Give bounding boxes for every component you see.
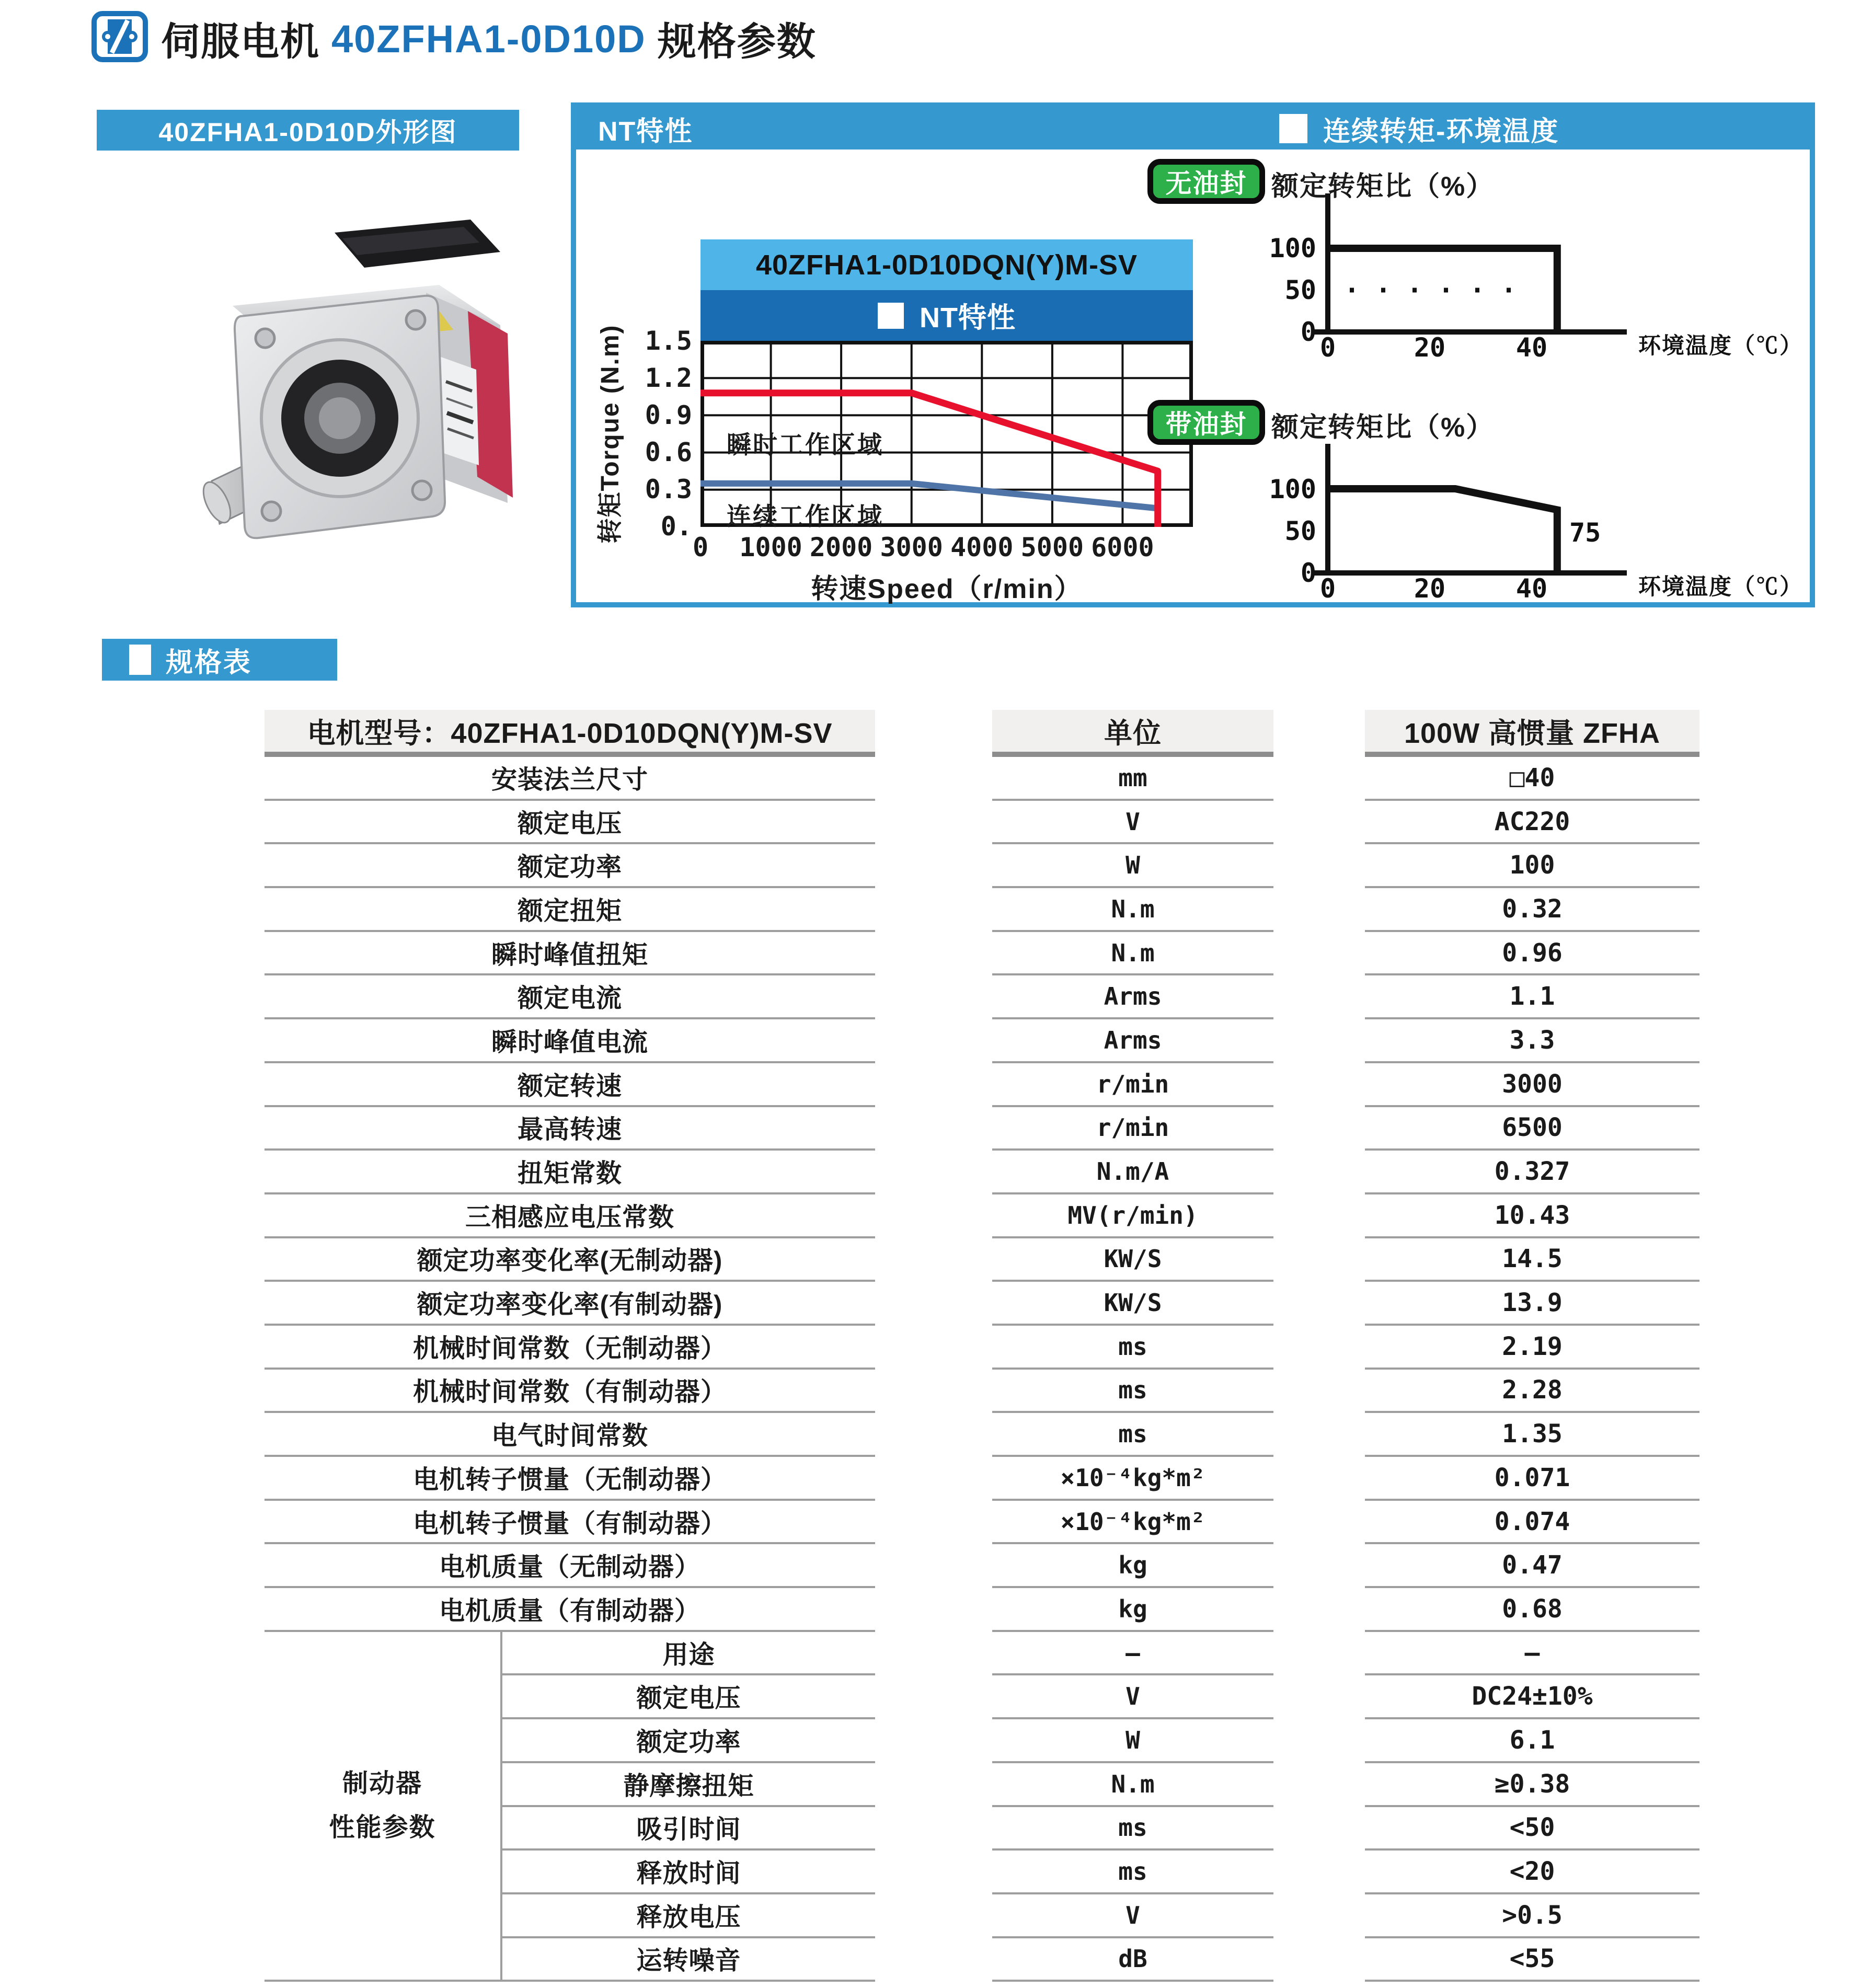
value-cell: 10.43 [1365,1194,1699,1238]
unit-cell: N.m [992,1763,1273,1807]
nt-x-tick: 4000 [950,532,1014,562]
instant-region-label: 瞬时工作区域 [727,431,883,458]
table-row: 释放时间 [502,1851,875,1894]
d1-y-tick: 100 [1269,233,1316,263]
page-title-model: 40ZFHA1-0D10D [331,17,646,61]
unit-cell: MV(r/min) [992,1194,1273,1238]
value-cell: 6500 [1365,1107,1699,1151]
value-cell: 1.35 [1365,1413,1699,1457]
table-row: 电机转子惯量（有制动器） [265,1501,875,1545]
d2-y-tick: 100 [1269,474,1316,504]
unit-cell: W [992,844,1273,888]
brake-group-label: 制动器 性能参数 [265,1632,502,1982]
unit-cell: V [992,1894,1273,1938]
unit-cell: N.m [992,932,1273,976]
motor-photo [131,183,538,570]
value-cell: 3.3 [1365,1019,1699,1063]
unit-cell: r/min [992,1063,1273,1107]
continuous-region-label: 连续工作区域 [727,502,883,530]
unit-cell: ×10⁻⁴kg*m² [992,1457,1273,1501]
nt-y-tick: 0. [660,511,692,542]
nt-y-axis-label: 转矩Torque (N.m) [596,324,624,544]
table-row: 额定电压 [265,801,875,845]
d1-x-tick: 40 [1515,332,1548,359]
value-cell: 0.47 [1365,1544,1699,1588]
derating-chart-with-seal [1230,440,1810,599]
value-cell: □40 [1365,757,1699,801]
nt-x-tick: 6000 [1091,532,1154,562]
unit-cell: Arms [992,975,1273,1019]
spec-banner: 规格表 [102,639,337,681]
value-cell: <20 [1365,1851,1699,1894]
outline-banner: 40ZFHA1-0D10D外形图 [97,110,519,151]
value-cell: >0.5 [1365,1894,1699,1938]
unit-cell: N.m [992,888,1273,932]
page-title [161,14,817,64]
value-cell: 13.9 [1365,1282,1699,1326]
table-row: 电机质量（无制动器） [265,1544,875,1588]
value-cell: 2.28 [1365,1370,1699,1414]
table-row: 额定功率 [502,1719,875,1763]
unit-cell: ms [992,1370,1273,1414]
table-row: 瞬时峰值扭矩 [265,932,875,976]
d2-y-tick: 0 [1300,558,1316,588]
value-cell: DC24±10% [1365,1675,1699,1719]
value-cell: 0.071 [1365,1457,1699,1501]
d2-x-tick: 20 [1414,573,1446,599]
spec-col1-header: 电机型号：40ZFHA1-0D10DQN(Y)M-SV [265,710,875,757]
white-square-icon [878,303,904,329]
nt-x-tick: 2000 [809,532,873,562]
unit-cell: mm [992,757,1273,801]
d2-x-tick: 0 [1319,573,1336,599]
value-cell: <55 [1365,1938,1699,1982]
spec-col3-header: 100W 高惯量 ZFHA [1365,710,1699,757]
ratio-label: 额定转矩比（%） [1271,171,1495,202]
unit-cell: N.m/A [992,1151,1273,1194]
table-row: 额定功率变化率(无制动器) [265,1238,875,1282]
seal-with-badge: 带油封 [1147,400,1265,445]
nt-x-tick: 0 [692,532,709,562]
spec-table-label-column [265,710,875,1982]
nt-y-tick: 0.9 [645,400,692,430]
table-row: 运转噪音 [502,1938,875,1982]
d2-y-tick: 50 [1284,516,1316,546]
brand-icon [89,10,151,64]
unit-cell: ×10⁻⁴kg*m² [992,1501,1273,1545]
unit-cell: ms [992,1413,1273,1457]
unit-cell: r/min [992,1107,1273,1151]
value-cell: 3000 [1365,1063,1699,1107]
nt-x-tick: 5000 [1020,532,1084,562]
table-row: 吸引时间 [502,1807,875,1851]
value-cell: 0.327 [1365,1151,1699,1194]
derating-curve [1328,489,1557,573]
unit-cell: — [992,1632,1273,1676]
d2-x-axis-label: 环境温度（℃） [1638,574,1803,599]
unit-cell: ms [992,1807,1273,1851]
unit-cell: dB [992,1938,1273,1982]
unit-cell: kg [992,1544,1273,1588]
nt-y-tick: 1.2 [645,363,692,393]
unit-cell: ms [992,1851,1273,1894]
page-title-suffix: 规格参数 [657,20,817,63]
value-cell: 14.5 [1365,1238,1699,1282]
unit-cell: KW/S [992,1282,1273,1326]
d1-y-tick: 0 [1300,317,1316,347]
nt-y-tick: 0.3 [645,474,692,504]
table-row: 机械时间常数（有制动器） [265,1370,875,1414]
derating-chart-no-seal [1230,186,1810,359]
d1-x-tick: 0 [1319,332,1336,359]
table-row: 安装法兰尺寸 [265,757,875,801]
brake-sublabels [502,1632,875,1982]
brake-parameters-group [265,1632,875,1982]
table-row: 额定功率变化率(有制动器) [265,1282,875,1326]
nt-x-tick: 3000 [880,532,943,562]
unit-cell: kg [992,1588,1273,1632]
d1-y-tick: 50 [1284,275,1316,305]
table-row: 额定电压 [502,1675,875,1719]
derating-curve [1328,248,1557,332]
table-row: 电机质量（有制动器） [265,1588,875,1632]
table-row: 额定电流 [265,975,875,1019]
unit-cell: W [992,1719,1273,1763]
spec-table-value-column [1365,710,1699,1982]
continuous-torque-temp-heading: 连续转矩-环境温度 [1279,108,1559,150]
nt-chart-subtitle-bar: NT特性 [700,290,1193,341]
table-row: 释放电压 [502,1894,875,1938]
value-cell: AC220 [1365,801,1699,845]
seal-none-badge: 无油封 [1147,159,1265,204]
value-cell: <50 [1365,1807,1699,1851]
white-square-icon [129,645,151,675]
value-cell: — [1365,1632,1699,1676]
table-row: 额定转速 [265,1063,875,1107]
table-row: 机械时间常数（无制动器） [265,1326,875,1370]
nt-x-axis-label: 转速Speed（r/min） [811,574,1083,604]
value-cell: 100 [1365,844,1699,888]
page-title-prefix: 伺服电机 [161,20,320,63]
table-row: 电机转子惯量（无制动器） [265,1457,875,1501]
unit-cell: Arms [992,1019,1273,1063]
nt-x-tick: 1000 [739,532,802,562]
d2-annotation-75: 75 [1569,518,1601,548]
unit-cell: KW/S [992,1238,1273,1282]
value-cell: 2.19 [1365,1326,1699,1370]
nt-panel-header [576,108,1810,150]
table-row: 额定功率 [265,844,875,888]
value-cell: 0.32 [1365,888,1699,932]
spec-col2-header: 单位 [992,710,1273,757]
d1-x-axis-label: 环境温度（℃） [1638,334,1803,359]
value-cell: 1.1 [1365,975,1699,1019]
table-row: 静摩擦扭矩 [502,1763,875,1807]
spec-table-unit-column [992,710,1273,1982]
table-row: 扭矩常数 [265,1151,875,1194]
unit-cell: ms [992,1326,1273,1370]
ratio-label: 额定转矩比（%） [1271,412,1495,443]
table-row: 电气时间常数 [265,1413,875,1457]
nt-chart-model-bar: 40ZFHA1-0D10DQN(Y)M-SV [700,239,1193,290]
nt-panel-title: NT特性 [598,116,693,147]
value-cell: 0.68 [1365,1588,1699,1632]
d2-x-tick: 40 [1515,573,1548,599]
table-row: 三相感应电压常数 [265,1194,875,1238]
table-row: 瞬时峰值电流 [265,1019,875,1063]
table-row: 最高转速 [265,1107,875,1151]
nt-y-tick: 1.5 [645,326,692,356]
unit-cell: V [992,801,1273,845]
value-cell: 0.074 [1365,1501,1699,1545]
nt-y-tick: 0.6 [645,437,692,467]
white-square-icon [1279,114,1307,143]
value-cell: 6.1 [1365,1719,1699,1763]
d1-x-tick: 20 [1414,332,1446,359]
unit-cell: V [992,1675,1273,1719]
table-row: 额定扭矩 [265,888,875,932]
value-cell: 0.96 [1365,932,1699,976]
nt-panel [571,102,1815,607]
value-cell: ≥0.38 [1365,1763,1699,1807]
table-row: 用途 [502,1632,875,1676]
